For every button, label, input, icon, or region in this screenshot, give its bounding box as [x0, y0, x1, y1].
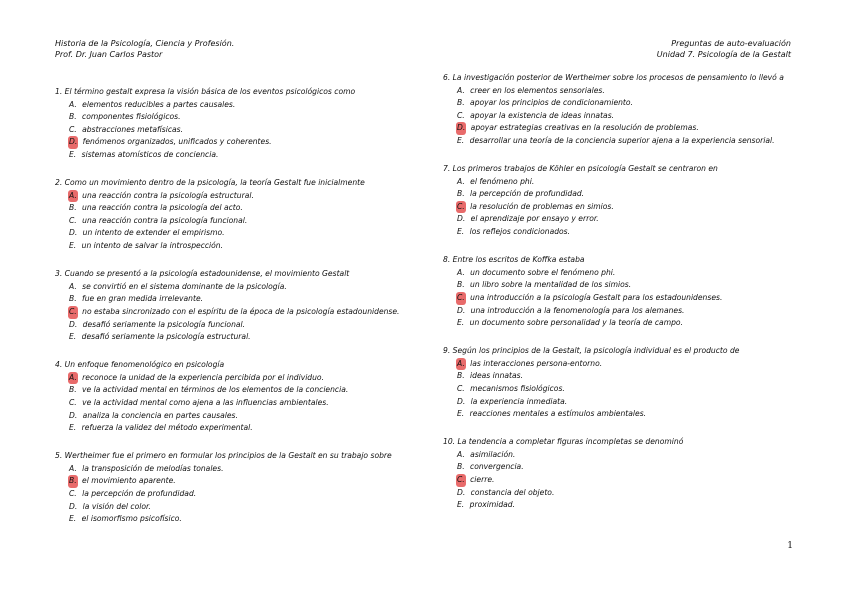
highlighted-answer-letter: A. — [68, 190, 78, 203]
option-text: las interacciones persona-entorno. — [467, 358, 603, 368]
answer-option — [443, 408, 818, 421]
highlighted-answer-letter: B. — [68, 475, 78, 488]
option-text: creer en los elementos sensoriales. — [467, 85, 605, 95]
option-letter: E. — [69, 332, 77, 342]
answer-option — [55, 111, 435, 124]
option-letter: D. — [69, 501, 78, 511]
answer-option — [443, 188, 818, 201]
option-text: un documento sobre el fenómeno phi. — [467, 267, 616, 277]
answer-option — [443, 317, 818, 330]
highlighted-answer-letter: A. — [68, 372, 78, 385]
option-text: asimilación. — [467, 449, 516, 459]
answer-option — [443, 499, 818, 512]
option-text: una introducción a la fenomenología para los alemanes. — [468, 305, 685, 315]
question-stem: 1. El término gestalt expresa la visión básica de los eventos psicológicos como — [55, 87, 356, 96]
option-text: ve la actividad mental como ajena a las influencias ambientales. — [79, 397, 329, 407]
option-text: desarrollar una teoría de la conciencia superior ajena a la experiencia sensorial. — [467, 135, 775, 145]
option-letter: B. — [457, 280, 465, 290]
option-text: la experiencia inmediata. — [468, 396, 568, 406]
option-letter: C. — [457, 383, 465, 393]
question-stem: 3. Cuando se presentó a la psicología estadounidense, el movimiento Gestalt — [55, 269, 350, 279]
question-5 — [55, 450, 435, 526]
answer-option — [443, 396, 818, 409]
option-text: elementos reducibles a partes causales. — [79, 99, 236, 109]
option-text: sistemas atomísticos de conciencia. — [79, 149, 219, 159]
option-text: componentes fisiológicos. — [79, 112, 181, 122]
highlighted-answer-letter: D. — [456, 122, 466, 135]
option-text: el movimiento aparente. — [79, 476, 176, 486]
question-stem: 9. Según los principios de la Gestalt, la psicología individual es el producto de — [443, 346, 740, 356]
answer-option — [443, 474, 818, 487]
answer-option — [55, 202, 435, 215]
document-type: Preguntas de auto-evaluación — [671, 39, 791, 48]
highlighted-answer-letter: C. — [456, 292, 466, 305]
answer-option — [55, 513, 435, 526]
option-text: ideas innatas. — [467, 371, 524, 381]
answer-option — [55, 410, 435, 423]
option-letter: A. — [457, 85, 465, 95]
option-text: fenómenos organizados, unificados y coherentes. — [80, 137, 272, 147]
option-letter: B. — [457, 98, 465, 108]
answer-option — [55, 501, 435, 514]
answer-option — [55, 397, 435, 410]
option-letter: D. — [457, 214, 466, 224]
option-text: analiza la conciencia en partes causales. — [80, 410, 238, 420]
option-text: apoyar estrategias creativas en la resolución de problemas. — [468, 123, 699, 133]
option-text: el aprendizaje por ensayo y error. — [468, 214, 599, 224]
option-letter: E. — [457, 227, 465, 237]
option-text: fue en gran medida irrelevante. — [79, 294, 204, 304]
answer-option — [55, 240, 435, 253]
option-text: no estaba sincronizado con el espíritu de la época de la psicología estadounidense. — [79, 306, 400, 316]
option-text: ve la actividad mental en términos de los elementos de la conciencia. — [79, 385, 349, 395]
option-text: constancia del objeto. — [468, 487, 555, 497]
option-text: desafió seriamente la psicología funcional. — [80, 319, 246, 329]
option-letter: D. — [69, 410, 78, 420]
question-6 — [443, 72, 818, 148]
option-text: se convirtió en el sistema dominante de la psicología. — [79, 281, 287, 291]
question-4 — [55, 359, 435, 435]
option-letter: E. — [69, 514, 77, 524]
option-text: un intento de salvar la introspección. — [79, 241, 224, 251]
answer-option — [55, 99, 435, 112]
highlighted-answer-letter: A. — [456, 358, 466, 371]
option-text: proximidad. — [467, 500, 516, 510]
option-text: desafió seriamente la psicología estructural. — [79, 332, 251, 342]
answer-option — [55, 281, 435, 294]
option-letter: D. — [69, 228, 78, 238]
question-8 — [443, 254, 818, 330]
answer-option — [55, 422, 435, 435]
option-letter: C. — [69, 397, 77, 407]
highlighted-answer-letter: C. — [456, 201, 466, 214]
answer-option — [443, 292, 818, 305]
header-left — [55, 38, 234, 60]
highlighted-answer-letter: D. — [68, 136, 78, 149]
option-letter: D. — [457, 305, 466, 315]
question-stem: 5. Wertheimer fue el primero en formular los principios de la Gestalt en su trabajo sobre — [55, 451, 392, 461]
answer-option — [443, 461, 818, 474]
option-letter: E. — [457, 500, 465, 510]
option-letter: B. — [457, 371, 465, 381]
option-letter: C. — [69, 215, 77, 225]
option-text: cierre. — [467, 475, 495, 485]
option-text: el fenómeno phi. — [467, 176, 535, 186]
answer-option — [443, 279, 818, 292]
page-number: 1 — [787, 541, 793, 551]
option-text: reacciones mentales a estímulos ambientales. — [467, 409, 647, 419]
answer-option — [443, 449, 818, 462]
question-7 — [443, 163, 818, 239]
question-1 — [55, 86, 435, 162]
answer-option — [55, 149, 435, 162]
answer-option — [443, 122, 818, 135]
option-text: abstracciones metafísicas. — [79, 124, 184, 134]
answer-option — [443, 213, 818, 226]
question-stem: 10. La tendencia a completar figuras incompletas se denominó — [443, 437, 684, 447]
option-letter: B. — [457, 189, 465, 199]
option-text: convergencia. — [467, 462, 524, 472]
left-column — [55, 86, 435, 541]
answer-option — [55, 190, 435, 203]
option-text: la percepción de profundidad. — [467, 189, 585, 199]
option-text: apoyar la existencia de ideas innatas. — [467, 110, 615, 120]
option-text: una reacción contra la psicología funcional. — [79, 215, 248, 225]
option-text: apoyar los principios de condicionamiento. — [467, 98, 633, 108]
option-text: una reacción contra la psicología estructural. — [79, 190, 254, 200]
option-text: la resolución de problemas en simios. — [467, 201, 614, 211]
option-letter: D. — [457, 487, 466, 497]
answer-option — [55, 372, 435, 385]
answer-option — [55, 475, 435, 488]
answer-option — [55, 331, 435, 344]
option-letter: A. — [457, 449, 465, 459]
answer-option — [55, 319, 435, 332]
answer-option — [443, 267, 818, 280]
answer-option — [55, 384, 435, 397]
option-letter: E. — [69, 241, 77, 251]
option-letter: E. — [457, 318, 465, 328]
answer-option — [55, 306, 435, 319]
option-letter: E. — [457, 409, 465, 419]
option-text: un documento sobre personalidad y la teoría de campo. — [467, 318, 683, 328]
option-text: los reflejos condicionados. — [467, 227, 571, 237]
answer-option — [443, 97, 818, 110]
option-letter: B. — [457, 462, 465, 472]
option-text: reconoce la unidad de la experiencia percibida por el individuo. — [79, 372, 324, 382]
answer-option — [443, 305, 818, 318]
answer-option — [443, 85, 818, 98]
option-letter: D. — [457, 396, 466, 406]
answer-option — [55, 215, 435, 228]
option-text: una reacción contra la psicología del acto. — [79, 203, 243, 213]
option-text: un intento de extender el empirismo. — [80, 228, 225, 238]
unit-title: Unidad 7. Psicología de la Gestalt — [656, 50, 791, 59]
option-letter: C. — [69, 124, 77, 134]
highlighted-answer-letter: C. — [68, 306, 78, 319]
professor-name: Prof. Dr. Juan Carlos Pastor — [55, 50, 163, 59]
answer-option — [443, 370, 818, 383]
question-3 — [55, 268, 435, 344]
answer-option — [55, 124, 435, 137]
question-stem: 6. La investigación posterior de Wertheimer sobre los procesos de pensamiento lo llevó a — [443, 73, 784, 82]
answer-option — [443, 110, 818, 123]
option-letter: E. — [69, 149, 77, 159]
question-10 — [443, 436, 818, 512]
option-letter: D. — [69, 319, 78, 329]
option-letter: A. — [69, 281, 77, 291]
answer-option — [55, 227, 435, 240]
answer-option — [443, 135, 818, 148]
right-column — [443, 72, 818, 527]
answer-option — [443, 201, 818, 214]
answer-option — [55, 463, 435, 476]
option-letter: A. — [69, 463, 77, 473]
option-letter: A. — [69, 99, 77, 109]
question-2 — [55, 177, 435, 253]
option-letter: B. — [69, 203, 77, 213]
option-text: el isomorfismo psicofísico. — [79, 514, 182, 524]
answer-option — [443, 176, 818, 189]
question-stem: 4. Un enfoque fenomenológico en psicología — [55, 360, 225, 370]
question-stem: 2. Como un movimiento dentro de la psicología, la teoría Gestalt fue inicialmente — [55, 178, 365, 188]
option-text: la visión del color. — [80, 501, 151, 511]
option-text: un libro sobre la mentalidad de los simios. — [467, 280, 632, 290]
answer-option — [443, 383, 818, 396]
option-letter: A. — [457, 267, 465, 277]
option-text: una introducción a la psicología Gestalt para los estadounidenses. — [467, 292, 723, 302]
option-letter: C. — [69, 489, 77, 499]
option-letter: B. — [69, 385, 77, 395]
option-text: la percepción de profundidad. — [79, 489, 197, 499]
option-text: la transposición de melodías tonales. — [79, 463, 224, 473]
option-letter: E. — [69, 423, 77, 433]
question-9 — [443, 345, 818, 421]
option-text: refuerza la validez del método experimental. — [79, 423, 253, 433]
highlighted-answer-letter: C. — [456, 474, 466, 487]
option-letter: A. — [457, 176, 465, 186]
option-text: mecanismos fisiológicos. — [467, 383, 565, 393]
answer-option — [55, 293, 435, 306]
answer-option — [55, 136, 435, 149]
option-letter: C. — [457, 110, 465, 120]
answer-option — [443, 487, 818, 500]
answer-option — [55, 488, 435, 501]
answer-option — [443, 358, 818, 371]
course-title: Historia de la Psicología, Ciencia y Profesión. — [55, 39, 235, 48]
question-stem: 8. Entre los escritos de Koffka estaba — [443, 255, 585, 265]
option-letter: B. — [69, 112, 77, 122]
answer-option — [443, 226, 818, 239]
question-stem: 7. Los primeros trabajos de Köhler en psicología Gestalt se centraron en — [443, 164, 718, 174]
option-letter: B. — [69, 294, 77, 304]
header-right — [657, 38, 791, 60]
option-letter: E. — [457, 135, 465, 145]
